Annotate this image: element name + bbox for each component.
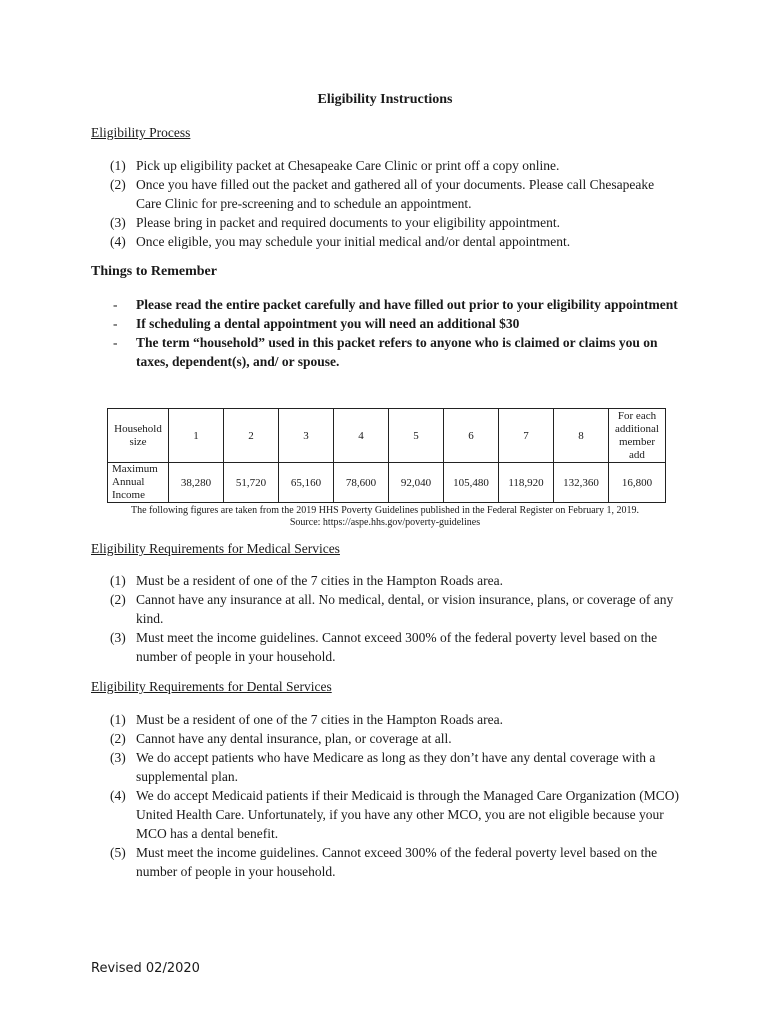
table-cell: 8 [554,409,609,463]
eligibility-process-list [110,156,682,251]
eligibility-process-heading: Eligibility Process [91,125,191,140]
things-to-remember-heading: Things to Remember [91,264,217,279]
table-cell: 78,600 [334,463,389,503]
table-source: Source: https://aspe.hhs.gov/poverty-guidelines [289,517,481,528]
list-item: (1) Pick up eligibility packet at Chesapeake Care Clinic or print off a copy online. [110,158,560,173]
table-cell: 3 [279,409,334,463]
list-item: (2) Once you have filled out the packet and gathered all of your documents. Please call Chesapeake Care Clinic for pre-screening and to schedule an appointment. [110,177,655,211]
dental-requirements-list [110,710,682,881]
things-to-remember-list [110,295,690,371]
medical-requirements-list [110,571,682,666]
dental-requirements-heading: Eligibility Requirements for Dental Services [91,679,332,694]
table-cell: 6 [444,409,499,463]
additional-member-header: For each additional member add [609,409,666,463]
list-item: (3) Please bring in packet and required documents to your eligibility appointment. [110,215,561,230]
table-cell: 4 [334,409,389,463]
list-item: (2) Cannot have any dental insurance, plan, or coverage at all. [110,731,452,746]
table-cell: 7 [499,409,554,463]
list-item: (3) We do accept patients who have Medicare as long as they don’t have any dental coverage with a supplemental plan. [110,750,656,784]
table-cell: 118,920 [499,463,554,503]
list-item: - If scheduling a dental appointment you will need an additional $30 [113,316,520,331]
table-cell: 65,160 [279,463,334,503]
table-cell: 5 [389,409,444,463]
table-cell: 51,720 [224,463,279,503]
household-size-label: Household size [108,409,169,463]
list-item: (1) Must be a resident of one of the 7 cities in the Hampton Roads area. [110,573,504,588]
income-guidelines-table [107,408,666,503]
table-cell: 38,280 [169,463,224,503]
list-item: (3) Must meet the income guidelines. Cannot exceed 300% of the federal poverty level based on the number of people in your household. [110,630,658,664]
revision-footer: Revised 02/2020 [91,961,200,976]
table-cell: 2 [224,409,279,463]
table-cell: 105,480 [444,463,499,503]
list-item: (1) Must be a resident of one of the 7 cities in the Hampton Roads area. [110,712,504,727]
page-title: Eligibility Instructions [317,92,453,107]
additional-member-income: 16,800 [609,463,666,503]
max-income-label: Maximum Annual Income [108,463,169,503]
list-item: (4) We do accept Medicaid patients if their Medicaid is through the Managed Care Organization (MCO) United Health Care. Unfortunately, if you have any other MCO, you are not eligible because your MCO has a dental benefit. [110,788,679,841]
list-item: - The term “household” used in this packet refers to anyone who is claimed or claims you on taxes, dependent(s), and/ or spouse. [113,335,658,369]
table-note: The following figures are taken from the 2019 HHS Poverty Guidelines published in the Federal Register on February 1, 2019. [131,505,639,516]
table-cell: 92,040 [389,463,444,503]
list-item: (4) Once eligible, you may schedule your initial medical and/or dental appointment. [110,234,571,249]
table-row [108,409,666,463]
table-cell: 132,360 [554,463,609,503]
medical-requirements-heading: Eligibility Requirements for Medical Services [91,541,340,556]
list-item: (5) Must meet the income guidelines. Cannot exceed 300% of the federal poverty level based on the number of people in your household. [110,845,658,879]
list-item: - Please read the entire packet carefully and have filled out prior to your eligibility appointment [113,297,678,312]
list-item: (2) Cannot have any insurance at all. No medical, dental, or vision insurance, plans, or coverage of any kind. [110,592,674,626]
table-cell: 1 [169,409,224,463]
table-row [108,463,666,503]
